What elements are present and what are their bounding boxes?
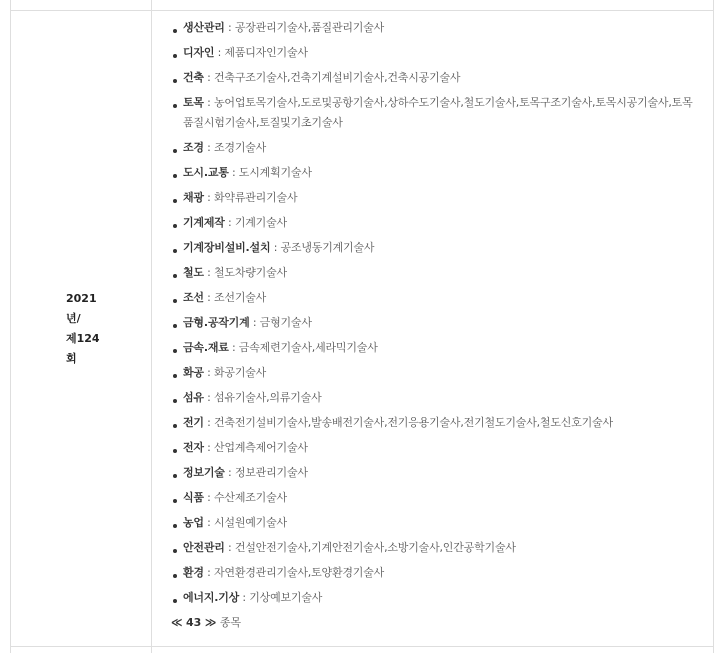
category-list (171, 18, 701, 633)
list-item (171, 68, 701, 88)
category-separator: : (207, 491, 211, 504)
bullet-icon (173, 499, 177, 503)
bullet-icon (173, 474, 177, 478)
category-name: 정보기술 (183, 466, 225, 479)
exam-list: 화공기술사 (213, 366, 267, 379)
bullet-icon (173, 149, 177, 153)
exam-list: 건축전기설비기술사,발송배전기술사,전기응용기술사,전기철도기술사,철도신호기술사 (213, 416, 613, 429)
exam-list: 섬유기술사,의류기술사 (213, 391, 322, 404)
category-name: 섬유 (183, 391, 204, 404)
list-item (171, 213, 701, 233)
year-round-cell (11, 11, 151, 646)
category-separator: : (228, 466, 232, 479)
exam-list: 자연환경관리기술사,토양환경기술사 (213, 566, 385, 579)
category-separator: : (207, 96, 211, 109)
category-separator: : (207, 566, 211, 579)
list-item (171, 93, 701, 133)
category-separator: : (228, 216, 232, 229)
category-name: 디자인 (183, 46, 215, 59)
bullet-icon (173, 274, 177, 278)
bullet-icon (173, 249, 177, 253)
total-count (171, 613, 701, 633)
exam-list: 공조냉동기계기술사 (280, 241, 375, 254)
exam-list: 건설안전기술사,기계안전기술사,소방기술사,인간공학기술사 (234, 541, 516, 554)
category-separator: : (207, 266, 211, 279)
category-separator: : (231, 341, 236, 354)
category-name: 환경 (183, 566, 204, 579)
bullet-icon (173, 399, 177, 403)
list-item (171, 138, 701, 158)
category-separator: : (207, 141, 211, 154)
list-item (171, 563, 701, 583)
exam-list: 정보관리기술사 (234, 466, 308, 479)
bullet-icon (173, 29, 177, 33)
category-separator: : (207, 191, 211, 204)
list-item (171, 463, 701, 483)
list-item (171, 43, 701, 63)
bullet-icon (173, 224, 177, 228)
exam-list: 화약류관리기술사 (213, 191, 298, 204)
list-item (171, 413, 701, 433)
exam-list: 기계기술사 (234, 216, 287, 229)
exam-list: 금속제련기술사,세라믹기술사 (238, 341, 378, 354)
category-separator: : (207, 366, 211, 379)
exam-list: 조경기술사 (213, 141, 267, 154)
list-item (171, 488, 701, 508)
category-name: 기계장비설비.설치 (183, 241, 271, 254)
category-separator: : (228, 21, 232, 34)
bullet-icon (173, 349, 177, 353)
category-separator: : (207, 291, 211, 304)
column-divider (151, 0, 152, 653)
bullet-icon (173, 104, 177, 108)
double-right-chevron-icon: ≫ (204, 616, 217, 629)
bullet-icon (173, 199, 177, 203)
category-name: 농업 (183, 516, 204, 529)
category-name: 철도 (183, 266, 204, 279)
bullet-icon (173, 549, 177, 553)
category-name: 기계제작 (183, 216, 225, 229)
exam-list: 수산제조기술사 (213, 491, 287, 504)
category-name: 전기 (183, 416, 204, 429)
category-separator: : (228, 541, 232, 554)
bullet-icon (173, 324, 177, 328)
list-item (171, 363, 701, 383)
exam-list: 시설원예기술사 (213, 516, 287, 529)
list-item (171, 538, 701, 558)
double-left-chevron-icon: ≪ (171, 616, 183, 629)
list-item (171, 18, 701, 38)
category-separator: : (207, 441, 211, 454)
list-item (171, 288, 701, 308)
exam-list: 기상예보기술사 (249, 591, 323, 604)
category-name: 도시.교통 (183, 166, 229, 179)
category-name: 식품 (183, 491, 204, 504)
list-item (171, 513, 701, 533)
bullet-icon (173, 599, 177, 603)
category-separator: : (207, 71, 211, 84)
year-label: 2021년/ (66, 291, 97, 325)
category-name: 건축 (183, 71, 204, 84)
total-unit: 종목 (219, 616, 242, 629)
list-item (171, 188, 701, 208)
category-separator: : (207, 416, 211, 429)
category-separator: : (217, 46, 222, 59)
row-bottom-border (11, 646, 713, 647)
bullet-icon (173, 449, 177, 453)
list-item (171, 163, 701, 183)
bullet-icon (173, 174, 177, 178)
category-separator: : (242, 591, 246, 604)
list-item (171, 263, 701, 283)
category-name: 조선 (183, 291, 204, 304)
bullet-icon (173, 574, 177, 578)
category-separator: : (231, 166, 236, 179)
category-name: 조경 (183, 141, 204, 154)
bullet-icon (173, 424, 177, 428)
list-item (171, 588, 701, 608)
bullet-icon (173, 299, 177, 303)
category-name: 화공 (183, 366, 204, 379)
round-label: 제124회 (66, 331, 100, 365)
category-name: 안전관리 (183, 541, 225, 554)
list-item (171, 438, 701, 458)
list-item (171, 238, 701, 258)
exam-list: 철도차량기술사 (213, 266, 287, 279)
exam-schedule-table (10, 0, 714, 653)
category-name: 금속.재료 (183, 341, 229, 354)
category-separator: : (207, 516, 211, 529)
category-name: 생산관리 (183, 21, 225, 34)
bullet-icon (173, 374, 177, 378)
exam-list: 건축구조기술사,건축기계설비기술사,건축시공기술사 (213, 71, 461, 84)
list-item (171, 338, 701, 358)
exam-list: 조선기술사 (213, 291, 267, 304)
category-name: 채광 (183, 191, 204, 204)
bullet-icon (173, 524, 177, 528)
category-name: 에너지.기상 (183, 591, 240, 604)
category-name: 토목 (183, 96, 204, 109)
exam-list: 금형기술사 (259, 316, 312, 329)
bullet-icon (173, 54, 177, 58)
exam-list: 도시계획기술사 (238, 166, 312, 179)
category-separator: : (273, 241, 278, 254)
list-item (171, 388, 701, 408)
category-separator: : (252, 316, 257, 329)
bullet-icon (173, 79, 177, 83)
exam-list: 농어업토목기술사,도로및공항기술사,상하수도기술사,철도기술사,토목구조기술사,토목시공기술사,토목품질시험기술사,토질및기초기술사 (183, 96, 693, 129)
category-name: 금형.공작기계 (183, 316, 250, 329)
list-item (171, 313, 701, 333)
total-number: 43 (186, 616, 202, 629)
category-name: 전자 (183, 441, 204, 454)
exam-list: 공장관리기술사,품질관리기술사 (234, 21, 385, 34)
exam-list: 산업계측제어기술사 (213, 441, 308, 454)
exam-list: 제품디자인기술사 (224, 46, 308, 59)
category-separator: : (207, 391, 211, 404)
